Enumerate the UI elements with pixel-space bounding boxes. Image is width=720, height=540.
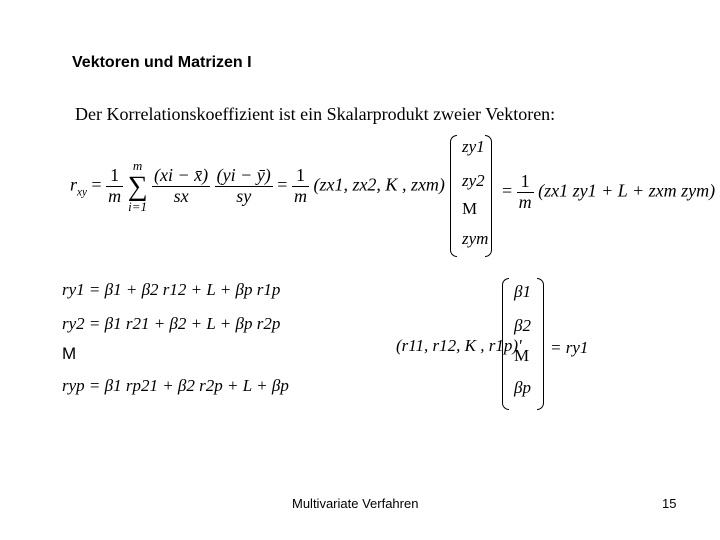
row-vector-r: (r11, r12, K , r1p)'	[396, 336, 522, 355]
equals-2: =	[277, 174, 288, 195]
vector-entry: zy1	[462, 137, 485, 156]
system-line: M	[62, 344, 77, 363]
dot-product-equation	[502, 172, 715, 213]
rhs-ry1: = ry1	[550, 338, 589, 357]
sum-sup: m	[132, 158, 143, 173]
fraction-y	[215, 166, 273, 207]
frac2-den: sx	[173, 186, 189, 207]
correlation-equation	[70, 158, 445, 215]
frac5-den: m	[518, 191, 532, 212]
vector-entry: β2	[514, 316, 531, 335]
left-bracket	[502, 278, 509, 410]
system-line: ry1 = β1 + β2 r12 + L + βp r1p	[62, 280, 281, 299]
vector-entry: β1	[514, 282, 531, 301]
row-vector-z: (zx1, zx2, K , zxm)	[313, 174, 445, 195]
frac3-num: (yi − ȳ)	[216, 165, 271, 186]
system-line: ry2 = β1 r21 + β2 + L + βp r2p	[62, 314, 281, 333]
frac1-num: 1	[106, 166, 123, 187]
system-line: ryp = β1 rp21 + β2 r2p + L + βp	[62, 376, 289, 395]
frac4-den: m	[293, 186, 307, 207]
lhs-sub: xy	[77, 186, 87, 199]
right-bracket	[537, 278, 544, 410]
column-vector-beta	[500, 278, 546, 408]
page-number: 15	[662, 496, 677, 511]
fraction-one-over-m	[106, 166, 123, 207]
frac3-den: sy	[236, 186, 252, 207]
equals-1: =	[91, 174, 102, 195]
lhs-r: r	[70, 174, 78, 195]
vector-entry: zy2	[462, 171, 485, 190]
frac1-den: m	[108, 186, 122, 207]
vector-entry: βp	[514, 378, 531, 397]
dot-product-expr: (zx1 zy1 + L + zxm zym)	[538, 180, 716, 201]
fraction-one-over-m-2	[292, 166, 309, 207]
footer-text: Multivariate Verfahren	[292, 496, 419, 511]
fraction-x	[152, 166, 210, 207]
fraction-one-over-m-3	[517, 172, 534, 213]
frac2-num: (xi − x̄)	[154, 165, 209, 186]
column-vector-zy	[448, 135, 494, 255]
left-bracket	[450, 135, 457, 257]
sum-symbol: m ∑ i=1	[127, 158, 148, 215]
slide-title: Vektoren und Matrizen I	[72, 54, 252, 71]
frac5-num: 1	[517, 172, 534, 193]
vector-entry: M	[462, 199, 478, 218]
sum-sub: i=1	[128, 199, 147, 215]
vector-entry: zym	[462, 229, 489, 248]
intro-text: Der Korrelationskoeffizient ist ein Skalarprodukt zweier Vektoren:	[75, 104, 556, 124]
frac4-num: 1	[292, 166, 309, 187]
equals-3: =	[502, 180, 513, 201]
vector-entry: M	[514, 346, 530, 365]
